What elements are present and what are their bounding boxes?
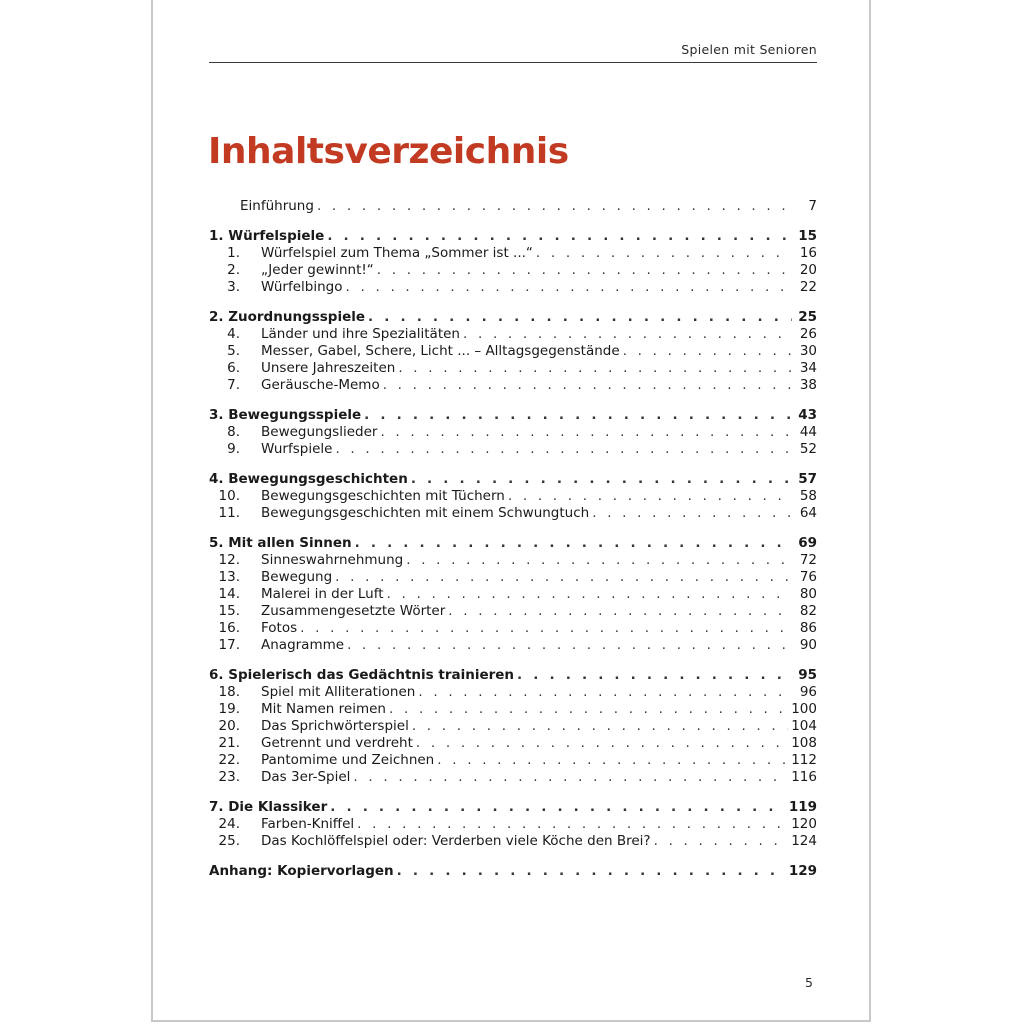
- toc-entry-label: Bewegungsgeschichten mit einem Schwungtuch: [261, 505, 590, 521]
- toc-entry[interactable]: [209, 360, 817, 377]
- toc-entry-page: 129: [788, 863, 817, 879]
- toc-entry[interactable]: [209, 684, 817, 701]
- toc-entry-number: 16.: [218, 620, 240, 636]
- toc-entry-page: 112: [791, 752, 817, 768]
- toc-entry[interactable]: [209, 424, 817, 441]
- toc-entry-label: Würfelbingo: [261, 279, 343, 295]
- toc-entry[interactable]: [209, 552, 817, 569]
- toc-entry-number: 6.: [227, 360, 240, 376]
- toc-entry[interactable]: [209, 488, 817, 505]
- toc-entry-number: 17.: [218, 637, 240, 653]
- toc-entry-label: Mit Namen reimen: [261, 701, 386, 717]
- leader-dots: [398, 360, 792, 377]
- toc-entry-number: 5.: [227, 343, 240, 359]
- leader-dots: [389, 701, 788, 718]
- toc-entry-page: 38: [799, 377, 817, 393]
- toc-chapter-page: 25: [798, 309, 817, 325]
- toc-entry-number: 18.: [218, 684, 240, 700]
- toc-chapter-label: 4. Bewegungsgeschichten: [209, 471, 408, 487]
- toc-entry-page: 80: [799, 586, 817, 602]
- toc-entry-label: Einführung: [240, 198, 314, 214]
- toc-entry-number: 25.: [218, 833, 240, 849]
- leader-dots: [448, 603, 792, 620]
- leader-dots: [300, 620, 792, 637]
- leader-dots: [380, 424, 792, 441]
- toc-entry-number: 4.: [227, 326, 240, 342]
- toc-chapter-label: 3. Bewegungsspiele: [209, 407, 362, 423]
- toc-entry[interactable]: [209, 769, 817, 786]
- toc-entry[interactable]: [209, 637, 817, 654]
- toc-entry-number: 1.: [227, 245, 240, 261]
- toc-entry-label: Das 3er-Spiel: [261, 769, 351, 785]
- toc-entry-page: 124: [791, 833, 817, 849]
- leader-dots: [353, 769, 788, 786]
- toc-entry-label: Anhang: Kopiervorlagen: [209, 863, 394, 879]
- toc-entry-number: 13.: [218, 569, 240, 585]
- toc-entry-number: 23.: [218, 769, 240, 785]
- leader-dots: [383, 377, 792, 394]
- toc-entry[interactable]: [209, 735, 817, 752]
- toc-entry-label: Würfelspiel zum Thema „Sommer ist ...“: [261, 245, 533, 261]
- toc-entry-number: 21.: [218, 735, 240, 751]
- toc-entry-number: 19.: [218, 701, 240, 717]
- toc-chapter-page: 95: [798, 667, 817, 683]
- toc-entry[interactable]: [209, 279, 817, 296]
- toc-entry-page: 20: [799, 262, 817, 278]
- toc-entry[interactable]: [209, 343, 817, 360]
- toc-entry-label: Getrennt und verdreht: [261, 735, 413, 751]
- toc-entry-label: Fotos: [261, 620, 298, 636]
- toc-chapter-page: 69: [798, 535, 817, 551]
- toc-entry-label: Bewegung: [261, 569, 333, 585]
- toc-entry-label: Farben-Kniffel: [261, 816, 355, 832]
- toc-chapter-label: 5. Mit allen Sinnen: [209, 535, 352, 551]
- toc-entry-label: Bewegungsgeschichten mit Tüchern: [261, 488, 505, 504]
- toc-entry[interactable]: [209, 833, 817, 850]
- toc-entry-page: 108: [791, 735, 817, 751]
- leader-dots: [335, 569, 792, 586]
- toc-chapter-page: 119: [788, 799, 817, 815]
- leader-dots: [416, 735, 788, 752]
- toc-entry-page: 72: [799, 552, 817, 568]
- toc-entry[interactable]: [209, 377, 817, 394]
- toc-entry[interactable]: [209, 326, 817, 343]
- leader-dots: [347, 637, 792, 654]
- leader-dots: [368, 309, 792, 326]
- toc-entry-page: 52: [799, 441, 817, 457]
- toc-entry-label: Malerei in der Luft: [261, 586, 384, 602]
- leader-dots: [517, 667, 792, 684]
- toc-entry[interactable]: [209, 752, 817, 769]
- toc-entry[interactable]: [209, 505, 817, 522]
- toc-entry[interactable]: [209, 718, 817, 735]
- toc-entry-number: 10.: [218, 488, 240, 504]
- toc-entry-page: 76: [799, 569, 817, 585]
- toc-chapter-page: 43: [798, 407, 817, 423]
- toc-chapter-label: 2. Zuordnungsspiele: [209, 309, 366, 325]
- toc-entry-label: Zusammengesetzte Wörter: [261, 603, 446, 619]
- toc-entry-page: 82: [799, 603, 817, 619]
- leader-dots: [412, 718, 788, 735]
- toc-chapter-heading[interactable]: [209, 228, 817, 245]
- leader-dots: [654, 833, 789, 850]
- leader-dots: [387, 586, 792, 603]
- toc-entry-page: 26: [799, 326, 817, 342]
- toc-chapter-heading[interactable]: [209, 799, 817, 816]
- toc-entry-label: Bewegungslieder: [261, 424, 378, 440]
- toc-entry-label: „Jeder gewinnt!“: [261, 262, 374, 278]
- toc-entry-page: 90: [799, 637, 817, 653]
- toc-entry-number: 20.: [218, 718, 240, 734]
- toc-entry-page: 22: [799, 279, 817, 295]
- toc-entry-number: 22.: [218, 752, 240, 768]
- toc-entry-label: Sinneswahrnehmung: [261, 552, 404, 568]
- leader-dots: [355, 535, 792, 552]
- toc-entry-number: 7.: [227, 377, 240, 393]
- toc-entry-page: 104: [791, 718, 817, 734]
- toc-entry[interactable]: [209, 262, 817, 279]
- toc-entry-number: 2.: [227, 262, 240, 278]
- leader-dots: [508, 488, 792, 505]
- toc-entry-label: Anagramme: [261, 637, 345, 653]
- page-number: 5: [805, 975, 813, 990]
- toc-chapter-heading[interactable]: [209, 535, 817, 552]
- toc-entry-intro[interactable]: [209, 198, 817, 215]
- leader-dots: [357, 816, 788, 833]
- toc-entry-page: 86: [799, 620, 817, 636]
- toc-entry[interactable]: [209, 620, 817, 637]
- toc-entry-page: 44: [799, 424, 817, 440]
- toc-entry-label: Spiel mit Alliterationen: [261, 684, 416, 700]
- toc-entry[interactable]: [209, 569, 817, 586]
- leader-dots: [592, 505, 792, 522]
- toc-chapter-heading[interactable]: [209, 471, 817, 488]
- toc-entry-number: 12.: [218, 552, 240, 568]
- leader-dots: [327, 228, 792, 245]
- toc-chapter-page: 57: [798, 471, 817, 487]
- toc-entry[interactable]: [209, 816, 817, 833]
- leader-dots: [411, 471, 792, 488]
- toc-entry-label: Messer, Gabel, Schere, Licht ... – Alltagsgegenstände: [261, 343, 620, 359]
- toc-chapter-heading[interactable]: [209, 407, 817, 424]
- toc-chapter-heading[interactable]: [209, 667, 817, 684]
- leader-dots: [330, 799, 786, 816]
- toc-chapter-page: 15: [798, 228, 817, 244]
- leader-dots: [335, 441, 792, 458]
- toc-entry-page: 16: [799, 245, 817, 261]
- toc-entry-label: Geräusche-Memo: [261, 377, 380, 393]
- toc-entry[interactable]: [209, 441, 817, 458]
- toc-entry-label: Das Kochlöffelspiel oder: Verderben viele Köche den Brei?: [261, 833, 651, 849]
- toc-entry-label: Länder und ihre Spezialitäten: [261, 326, 460, 342]
- toc-entry-page: 120: [791, 816, 817, 832]
- toc-entry-appendix[interactable]: [209, 863, 817, 880]
- toc-entry-page: 7: [808, 198, 817, 214]
- toc-entry[interactable]: [209, 603, 817, 620]
- toc-entry-page: 116: [791, 769, 817, 785]
- toc-entry-number: 11.: [218, 505, 240, 521]
- leader-dots: [623, 343, 792, 360]
- toc-entry-page: 30: [799, 343, 817, 359]
- toc-entry-number: 8.: [227, 424, 240, 440]
- toc-entry-page: 96: [799, 684, 817, 700]
- page-title: Inhaltsverzeichnis: [208, 131, 569, 172]
- toc-chapter-heading[interactable]: [209, 309, 817, 326]
- leader-dots: [406, 552, 792, 569]
- toc-entry-label: Unsere Jahreszeiten: [261, 360, 396, 376]
- leader-dots: [418, 684, 792, 701]
- toc-entry[interactable]: [209, 586, 817, 603]
- toc-entry[interactable]: [209, 245, 817, 262]
- toc-entry[interactable]: [209, 701, 817, 718]
- leader-dots: [536, 245, 792, 262]
- leader-dots: [346, 279, 793, 296]
- leader-dots: [317, 198, 792, 215]
- toc-entry-page: 58: [799, 488, 817, 504]
- toc-entry-label: Wurfspiele: [261, 441, 333, 457]
- toc-chapters: [209, 228, 817, 850]
- toc-entry-number: 9.: [227, 441, 240, 457]
- running-header: Spielen mit Senioren: [209, 42, 817, 63]
- toc-entry-number: 24.: [218, 816, 240, 832]
- toc-entry-label: Pantomime und Zeichnen: [261, 752, 435, 768]
- toc-entry-page: 100: [791, 701, 817, 717]
- leader-dots: [463, 326, 792, 343]
- leader-dots: [397, 863, 786, 880]
- table-of-contents: [209, 198, 817, 880]
- leader-dots: [437, 752, 788, 769]
- toc-entry-page: 64: [799, 505, 817, 521]
- toc-entry-label: Das Sprichwörterspiel: [261, 718, 409, 734]
- toc-entry-number: 3.: [227, 279, 240, 295]
- leader-dots: [377, 262, 792, 279]
- leader-dots: [364, 407, 792, 424]
- toc-entry-number: 15.: [218, 603, 240, 619]
- document-page: [151, 0, 871, 1022]
- toc-entry-number: 14.: [218, 586, 240, 602]
- toc-chapter-label: 1. Würfelspiele: [209, 228, 325, 244]
- toc-entry-page: 34: [799, 360, 817, 376]
- toc-chapter-label: 6. Spielerisch das Gedächtnis trainieren: [209, 667, 515, 683]
- toc-chapter-label: 7. Die Klassiker: [209, 799, 328, 815]
